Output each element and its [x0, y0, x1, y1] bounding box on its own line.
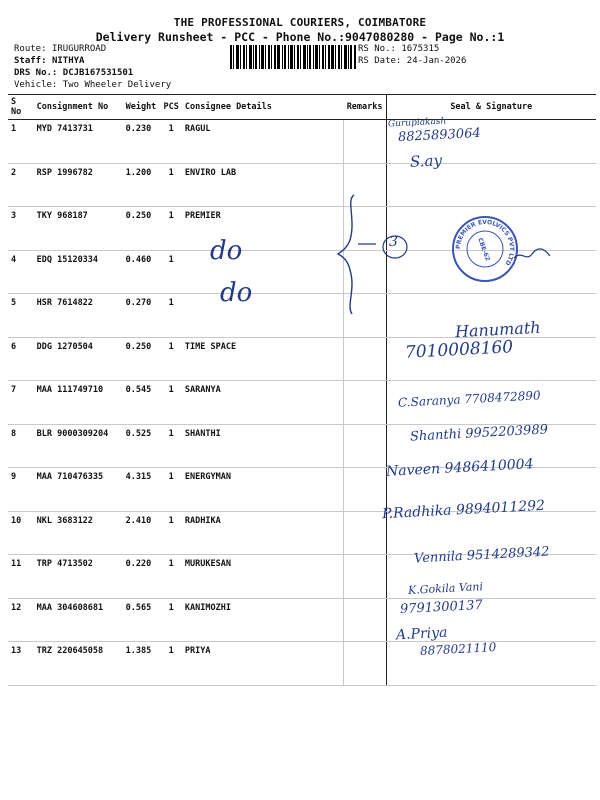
cell-pcs: 1 — [161, 381, 182, 425]
cell-weight: 0.545 — [123, 381, 161, 425]
signature-1-phone: 8825893064 — [397, 125, 482, 146]
cell-consignee — [182, 250, 344, 294]
cell-consignment: TRZ 220645058 — [34, 642, 123, 686]
cell-pcs: 1 — [161, 337, 182, 381]
rs-no-value: 1675315 — [401, 44, 440, 54]
cell-sno: 7 — [8, 381, 34, 425]
route-line — [14, 44, 106, 54]
ditto-mark-5: do — [220, 278, 253, 308]
route-value: IRUGURROAD — [51, 44, 107, 54]
cell-consignment: HSR 7614822 — [34, 294, 123, 338]
cell-weight: 0.565 — [123, 598, 161, 642]
rs-date-line — [358, 56, 466, 66]
cell-pcs: 1 — [161, 468, 182, 512]
vehicle-line — [14, 80, 171, 90]
company-seal-icon — [450, 214, 520, 284]
cell-consignment: MYD 7413731 — [34, 120, 123, 164]
cell-remarks — [344, 468, 386, 512]
cell-consignment: TRP 4713502 — [34, 555, 123, 599]
cell-pcs: 1 — [161, 424, 182, 468]
cell-consignee — [182, 294, 344, 338]
signature-1-name: Gurupiakash — [387, 116, 447, 130]
table-row — [8, 642, 596, 686]
cell-weight: 0.250 — [123, 337, 161, 381]
table-row — [8, 598, 596, 642]
cell-weight: 2.410 — [123, 511, 161, 555]
cell-pcs: 1 — [161, 642, 182, 686]
cell-consignee: PRIYA — [182, 642, 344, 686]
col-pcs: PCS — [161, 95, 182, 120]
table-row — [8, 120, 596, 164]
cell-consignee: RAGUL — [182, 120, 344, 164]
cell-sno: 4 — [8, 250, 34, 294]
cell-remarks — [344, 337, 386, 381]
cell-sno: 2 — [8, 163, 34, 207]
cell-sno: 9 — [8, 468, 34, 512]
cell-weight: 4.315 — [123, 468, 161, 512]
cell-weight: 1.385 — [123, 642, 161, 686]
cell-remarks — [344, 424, 386, 468]
runsheet-subtitle: Delivery Runsheet - PCC - Phone No.:9047080280 - Page No.:1 — [95, 30, 505, 44]
cell-sno: 6 — [8, 337, 34, 381]
cell-pcs: 1 — [161, 598, 182, 642]
cell-remarks — [344, 511, 386, 555]
count-mark: 3 — [389, 234, 398, 250]
cell-weight: 0.230 — [123, 120, 161, 164]
ditto-mark-4: do — [210, 236, 243, 266]
rs-date-label: RS Date: — [358, 56, 402, 66]
table-row — [8, 163, 596, 207]
seal-signature-scribble-icon — [512, 240, 552, 270]
cell-consignee: KANIMOZHI — [182, 598, 344, 642]
cell-consignee: ENERGYMAN — [182, 468, 344, 512]
cell-consignment: MAA 111749710 — [34, 381, 123, 425]
col-consignment: Consignment No — [34, 95, 123, 120]
cell-pcs: 1 — [161, 163, 182, 207]
signature-7: C.Saranya 7708472890 — [397, 388, 541, 410]
vehicle-label: Vehicle: — [14, 80, 58, 90]
staff-line — [14, 56, 84, 66]
cell-sno: 13 — [8, 642, 34, 686]
signature-13-phone: 8878021110 — [419, 640, 497, 658]
cell-remarks — [344, 555, 386, 599]
cell-sno: 10 — [8, 511, 34, 555]
drs-line — [14, 68, 133, 78]
cell-pcs: 1 — [161, 207, 182, 251]
rs-no-label: RS No.: — [358, 44, 396, 54]
col-signature: Seal & Signature — [386, 95, 596, 120]
cell-pcs: 1 — [161, 250, 182, 294]
cell-weight: 0.270 — [123, 294, 161, 338]
cell-consignment: BLR 9000309204 — [34, 424, 123, 468]
cell-remarks — [344, 120, 386, 164]
cell-sno: 3 — [8, 207, 34, 251]
rs-no-line — [358, 44, 439, 54]
cell-consignment: MAA 304608681 — [34, 598, 123, 642]
cell-consignee: SARANYA — [182, 381, 344, 425]
barcode-icon — [230, 45, 356, 69]
col-sno: S No — [8, 95, 34, 120]
cell-weight: 0.525 — [123, 424, 161, 468]
cell-consignee: SHANTHI — [182, 424, 344, 468]
signature-10: P.Radhika 9894011292 — [381, 497, 546, 523]
rs-date-value: 24-Jan-2026 — [406, 56, 467, 66]
drs-value: DCJB167531501 — [62, 68, 134, 78]
cell-sno: 11 — [8, 555, 34, 599]
runsheet-title: THE PROFESSIONAL COURIERS, COIMBATORE — [173, 16, 427, 29]
cell-consignee: PREMIER — [182, 207, 344, 251]
cell-weight: 0.460 — [123, 250, 161, 294]
drs-label: DRS No.: — [14, 68, 58, 78]
cell-consignee: MURUKESAN — [182, 555, 344, 599]
cell-consignee: ENVIRO LAB — [182, 163, 344, 207]
cell-weight: 1.200 — [123, 163, 161, 207]
cell-consignee: TIME SPACE — [182, 337, 344, 381]
vehicle-value: Two Wheeler Delivery — [62, 80, 172, 90]
col-weight: Weight — [123, 95, 161, 120]
cell-consignment: RSP 1996782 — [34, 163, 123, 207]
cell-sno: 12 — [8, 598, 34, 642]
cell-weight: 0.220 — [123, 555, 161, 599]
cell-weight: 0.250 — [123, 207, 161, 251]
cell-sno: 1 — [8, 120, 34, 164]
cell-pcs: 1 — [161, 294, 182, 338]
cell-sno: 5 — [8, 294, 34, 338]
cell-consignment: TKY 968187 — [34, 207, 123, 251]
cell-consignee: RADHIKA — [182, 511, 344, 555]
col-consignee: Consignee Details — [182, 95, 344, 120]
cell-pcs: 1 — [161, 555, 182, 599]
cell-sno: 8 — [8, 424, 34, 468]
signature-2: S.ay — [409, 151, 443, 171]
table-header-row — [8, 95, 596, 120]
signature-6-name: Hanumath — [454, 317, 541, 342]
cell-consignment: NKL 3683122 — [34, 511, 123, 555]
signature-8: Shanthi 9952203989 — [409, 422, 549, 445]
signature-9: Naveen 9486410004 — [385, 456, 534, 480]
signature-12-phone: 9791300137 — [399, 597, 484, 618]
route-label: Route: — [14, 44, 47, 54]
signature-13-name: A.Priya — [395, 624, 448, 644]
staff-value: NITHYA — [51, 56, 85, 66]
signature-6-phone: 7010008160 — [404, 337, 514, 363]
cell-consignment: EDQ 15120334 — [34, 250, 123, 294]
cell-consignment: DDG 1270504 — [34, 337, 123, 381]
staff-label: Staff: — [14, 56, 47, 66]
col-remarks: Remarks — [344, 95, 386, 120]
cell-remarks — [344, 598, 386, 642]
cell-pcs: 1 — [161, 511, 182, 555]
cell-pcs: 1 — [161, 120, 182, 164]
signature-11: Vennila 9514289342 — [413, 544, 550, 567]
seal-ring-text: PREMIER EVOLVICS PVT LTD — [454, 218, 516, 267]
cell-remarks — [344, 381, 386, 425]
cell-remarks — [344, 642, 386, 686]
cell-consignment: MAA 710476335 — [34, 468, 123, 512]
signature-12-name: K.Gokila Vani — [407, 580, 484, 597]
seal-center-text: CBE-62 — [476, 237, 491, 262]
